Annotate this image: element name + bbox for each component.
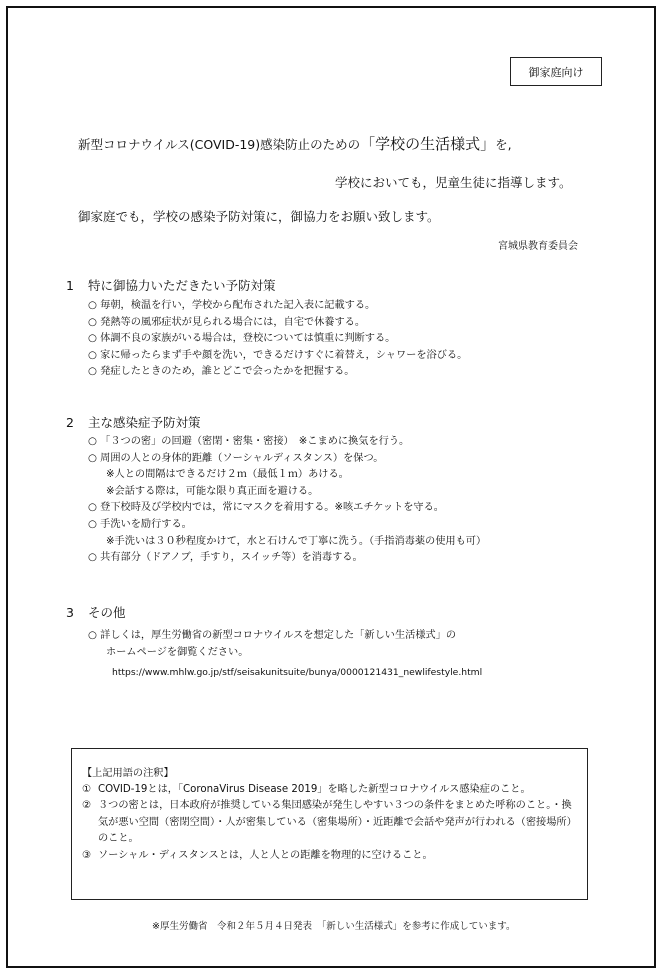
section-2-heading bbox=[66, 413, 201, 431]
glossary-item bbox=[82, 798, 579, 847]
list-item bbox=[88, 364, 467, 381]
glossary-text: COVID-19とは，「CoronaVirus Disease 2019」を略した新型コロナウイルス感染症のこと。 bbox=[98, 784, 531, 795]
intro-line-3: 御家庭でも，学校の感染予防対策に，御協力をお願い致します。 bbox=[78, 209, 440, 224]
list-item-text: 手洗いを励行する。 bbox=[100, 518, 192, 530]
list-item bbox=[88, 298, 467, 315]
list-item-text: 発症したときのため，誰とどこで会ったかを把握する。 bbox=[100, 366, 355, 378]
list-item bbox=[88, 500, 486, 517]
list-item bbox=[88, 315, 467, 332]
glossary-mark: ① bbox=[82, 784, 92, 795]
intro-line-1-prefix: 新型コロナウイルス(COVID-19)感染防止のための bbox=[78, 137, 361, 152]
list-item-text: 周囲の人との身体的距離（ソーシャルディスタンス）を保つ。 bbox=[100, 452, 384, 464]
bullet-icon: ○ bbox=[88, 300, 97, 311]
list-item-note bbox=[88, 534, 486, 551]
section-1-title: 特に御協力いただきたい予防対策 bbox=[88, 278, 276, 293]
intro-line-1 bbox=[78, 133, 512, 154]
bullet-icon: ○ bbox=[88, 436, 97, 447]
list-item-text: 登下校時及び学校内では，常にマスクを着用する。※咳エチケットを守る。 bbox=[100, 502, 444, 514]
section-3-heading bbox=[66, 603, 126, 621]
section-1-list bbox=[88, 298, 467, 381]
bullet-icon: ○ bbox=[88, 366, 97, 378]
list-item-text: 体調不良の家族がいる場合は，登校については慎重に判断する。 bbox=[100, 333, 396, 345]
bullet-icon: ○ bbox=[88, 452, 97, 464]
footer-note: ※厚生労働省 令和２年５月４日発表 「新しい生活様式」を参考に作成しています。 bbox=[152, 921, 516, 932]
intro-line-1-suffix: を, bbox=[495, 137, 512, 152]
bullet-icon: ○ bbox=[88, 502, 97, 514]
glossary-box bbox=[71, 748, 588, 900]
glossary-title: 【上記用語の注釈】 bbox=[82, 768, 174, 779]
section-2-list bbox=[88, 434, 486, 567]
section-2-title: 主な感染症予防対策 bbox=[88, 415, 201, 430]
list-item bbox=[88, 451, 486, 468]
issuer: 宮城県教育委員会 bbox=[498, 241, 578, 252]
list-item-text: 発熱等の風邪症状が見られる場合には，自宅で休養する。 bbox=[100, 316, 366, 328]
list-item bbox=[88, 628, 456, 645]
list-item-text: 毎朝，検温を行い，学校から配布された記入表に記載する。 bbox=[100, 300, 376, 311]
list-item-text: 詳しくは，厚生労働省の新型コロナウイルスを想定した「新しい生活様式」の bbox=[100, 630, 457, 641]
section-3-number: 3 bbox=[66, 605, 74, 620]
section-3-list bbox=[88, 628, 456, 661]
intro-line-2: 学校においても，児童生徒に指導します。 bbox=[335, 175, 572, 190]
glossary-text: ３つの密とは，日本政府が推奨している集団感染が発生しやすい３つの条件をまとめた呼称のこと。・換気が悪い空間（密閉空間）・人が密集している（密集場所）・近距離で会話や発声が行われる（密接場所）のこと。 bbox=[98, 800, 577, 845]
glossary-item bbox=[82, 782, 579, 798]
list-item-text: 家に帰ったらまず手や顔を洗い，できるだけすぐに着替え，シャワーを浴びる。 bbox=[100, 349, 468, 361]
list-item bbox=[88, 331, 467, 348]
list-item-note bbox=[88, 645, 456, 662]
glossary-mark: ③ bbox=[82, 849, 92, 861]
section-1-number: 1 bbox=[66, 278, 74, 293]
list-item-text: ※手洗いは３０秒程度かけて，水と石けんで丁寧に洗う。（手指消毒薬の使用も可） bbox=[106, 535, 487, 547]
list-item-text: 共有部分（ドアノブ，手すり，スイッチ等）を消毒する。 bbox=[100, 552, 363, 564]
list-item bbox=[88, 348, 467, 365]
glossary-text: ソーシャル・ディスタンスとは，人と人との距離を物理的に空けること。 bbox=[98, 849, 433, 861]
bullet-icon: ○ bbox=[88, 518, 97, 530]
section-1-heading bbox=[66, 276, 276, 294]
intro-line-1-emphasis: 「学校の生活様式」 bbox=[360, 135, 496, 153]
bullet-icon: ○ bbox=[88, 349, 97, 361]
bullet-icon: ○ bbox=[88, 316, 97, 328]
bullet-icon: ○ bbox=[88, 552, 97, 564]
glossary-mark: ② bbox=[82, 800, 92, 812]
section-3-title: その他 bbox=[88, 605, 126, 620]
list-item-note bbox=[88, 484, 486, 501]
bullet-icon: ○ bbox=[88, 333, 97, 345]
list-item bbox=[88, 517, 486, 534]
list-item bbox=[88, 434, 486, 451]
audience-tag: 御家庭向け bbox=[510, 57, 602, 86]
list-item-text: 「３つの密」の回避（密閉・密集・密接） ※こまめに換気を行う。 bbox=[100, 436, 410, 447]
list-item-text: ホームページを御覧ください。 bbox=[106, 646, 249, 658]
bullet-icon: ○ bbox=[88, 630, 97, 641]
reference-link[interactable]: https://www.mhlw.go.jp/stf/seisakunitsuite/bunya/0000121431_newlifestyle.html bbox=[112, 667, 483, 678]
list-item-text: ※会話する際は，可能な限り真正面を避ける。 bbox=[106, 485, 319, 497]
list-item-note bbox=[88, 467, 486, 484]
list-item bbox=[88, 550, 486, 567]
glossary-item bbox=[82, 848, 579, 864]
section-2-number: 2 bbox=[66, 415, 74, 430]
list-item-text: ※人との間隔はできるだけ２ｍ（最低１ｍ）あける。 bbox=[106, 469, 349, 481]
